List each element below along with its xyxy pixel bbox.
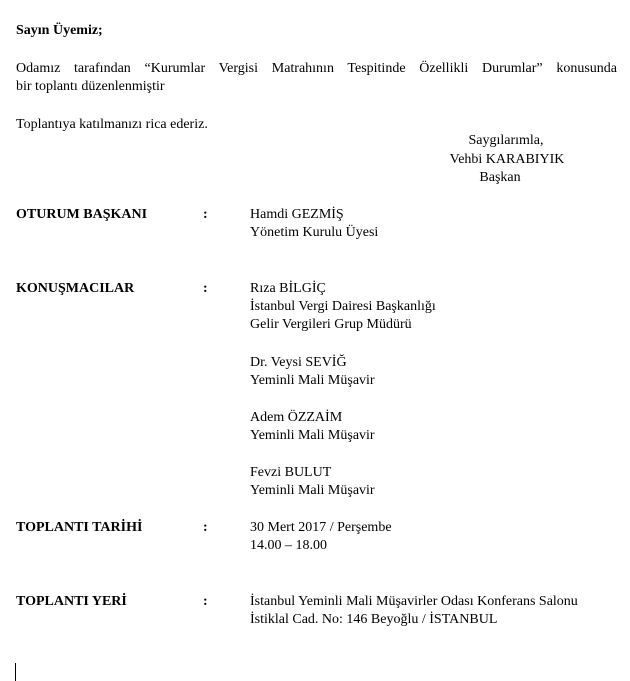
colon: :: [203, 207, 208, 222]
signature-title: Başkan: [479, 170, 521, 185]
text-cursor[interactable]: [15, 663, 16, 681]
speaker-organization: İstanbul Vergi Dairesi Başkanlığı: [250, 299, 436, 314]
invitation-text: Toplantıya katılmanızı rica ederiz.: [16, 117, 208, 132]
signature-name: Vehbi KARABIYIK: [449, 152, 565, 167]
speaker-title: Gelir Vergileri Grup Müdürü: [250, 317, 412, 332]
paragraph-line-2: bir toplantı düzenlenmiştir: [16, 79, 165, 94]
speaker-title: Yeminli Mali Müşavir: [250, 428, 375, 443]
meeting-address: İstiklal Cad. No: 146 Beyoğlu / İSTANBUL: [250, 612, 498, 627]
speaker-name: Rıza BİLGİÇ: [250, 281, 326, 296]
speakers-label: KONUŞMACILAR: [16, 281, 135, 296]
salutation: Sayın Üyemiz;: [16, 23, 103, 38]
colon: :: [203, 594, 208, 609]
speaker-name: Dr. Veysi SEVİĞ: [250, 355, 347, 370]
meeting-venue: İstanbul Yeminli Mali Müşavirler Odası Konferans Salonu: [250, 594, 578, 609]
meeting-time-value: 14.00 – 18.00: [250, 538, 327, 553]
meeting-date-value: 30 Mert 2017 / Perşembe: [250, 520, 392, 535]
colon: :: [203, 520, 208, 535]
session-chair-name: Hamdi GEZMİŞ: [250, 207, 344, 222]
colon: :: [203, 281, 208, 296]
meeting-date-label: TOPLANTI TARİHİ: [16, 520, 143, 535]
paragraph-line-1: Odamız tarafından “Kurumlar Vergisi Matrahının Tespitinde Özellikli Durumlar” konusunda: [16, 61, 617, 76]
speaker-name: Adem ÖZZAİM: [250, 410, 343, 425]
signature-closing: Saygılarımla,: [468, 133, 544, 148]
session-chair-role: Yönetim Kurulu Üyesi: [250, 225, 379, 240]
session-chair-label: OTURUM BAŞKANI: [16, 207, 148, 222]
speaker-title: Yeminli Mali Müşavir: [250, 483, 375, 498]
speaker-title: Yeminli Mali Müşavir: [250, 373, 375, 388]
speaker-name: Fevzi BULUT: [250, 465, 332, 480]
meeting-place-label: TOPLANTI YERİ: [16, 594, 127, 609]
